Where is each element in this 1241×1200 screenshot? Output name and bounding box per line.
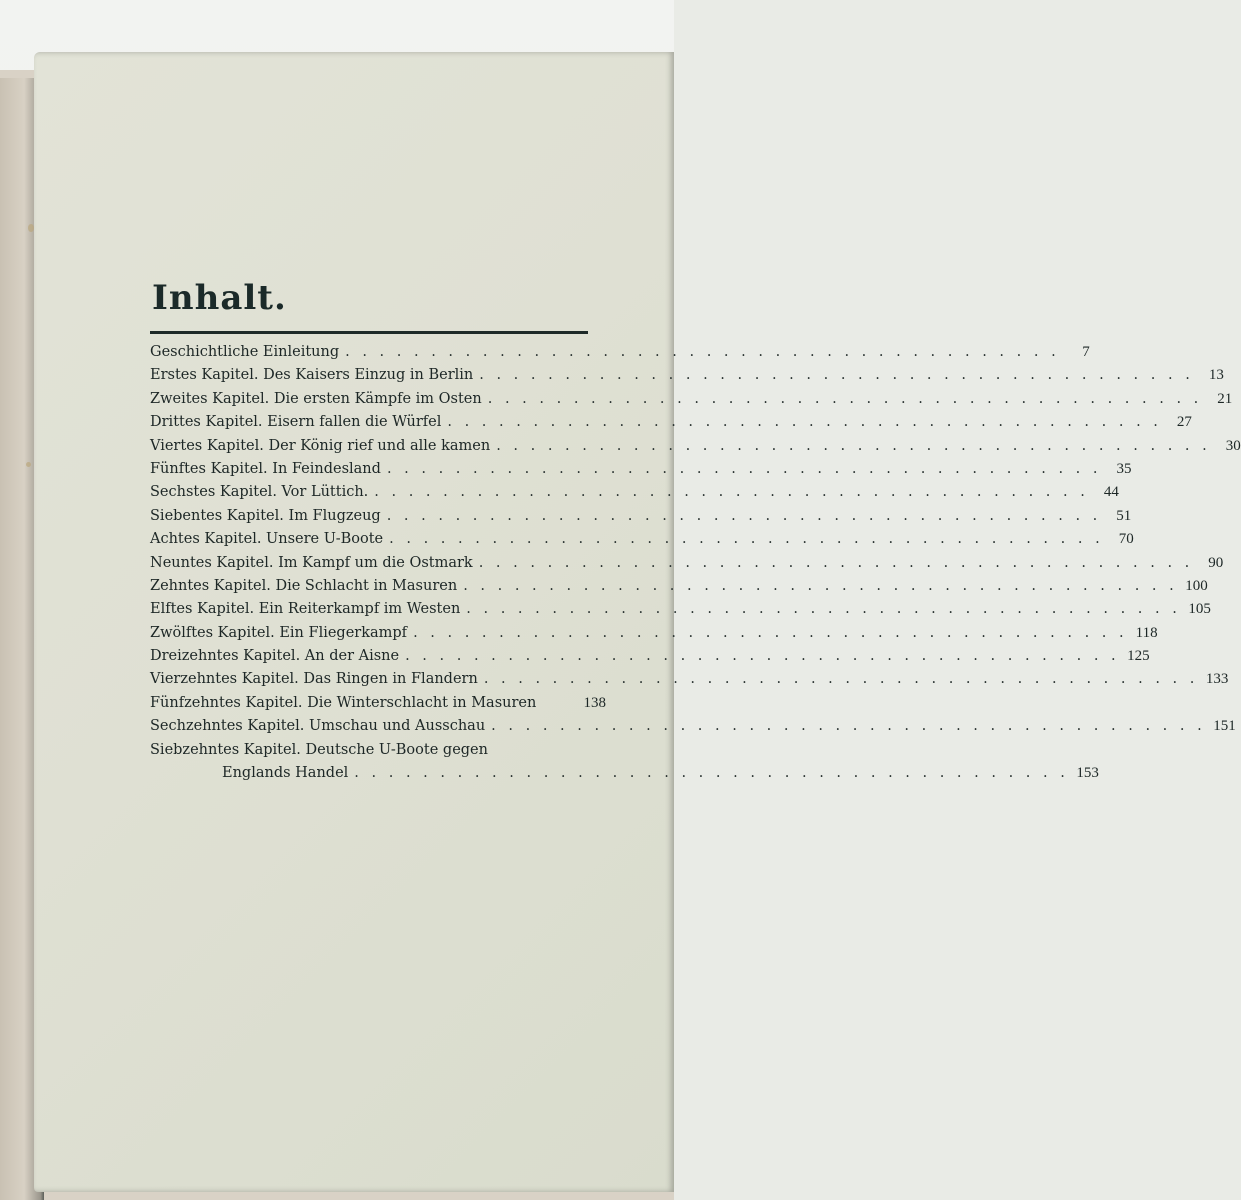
entry-title: Sechzehntes Kapitel. Umschau und Ausschau [150,718,486,735]
entry-title: Zwölftes Kapitel. Ein Fliegerkampf [150,624,408,641]
entry-page-number: 90 [1208,554,1224,571]
toc-entry [150,554,1224,578]
entry-page-number: 51 [1116,507,1132,524]
entry-page-number: 70 [1118,531,1134,548]
dot-leader [473,555,1194,571]
title-rule [150,331,588,334]
dot-leader [381,461,1102,477]
entry-title: Zehntes Kapitel. Die Schlacht in Masuren [150,577,458,594]
dot-leader [399,648,1120,664]
entry-title: Siebentes Kapitel. Im Flugzeug [150,507,381,524]
dot-leader [368,484,1089,500]
entry-page-number: 138 [583,694,606,711]
entry-page-number: 105 [1188,601,1211,618]
entry-title: Fünfzehntes Kapitel. Die Winterschlacht in Masuren [150,694,537,711]
entry-title: Elftes Kapitel. Ein Reiterkampf im Westen [150,601,461,618]
entry-title: Dreizehntes Kapitel. An der Aisne [150,648,400,665]
toc-entry [150,695,606,718]
table-of-contents [150,344,1241,788]
dot-leader [478,671,1199,687]
toc-entry [150,624,1158,648]
stain-mark [26,462,31,467]
toc-entry [150,531,1134,554]
entry-page-number: 7 [1082,344,1090,360]
dot-leader [348,765,1069,781]
entry-page-number: 118 [1135,624,1158,641]
entry-page-number: 30 [1225,437,1241,454]
entry-title: Neuntes Kapitel. Im Kampf um die Ostmark [150,554,473,571]
toc-entry [150,671,1229,694]
entry-title: Zweites Kapitel. Die ersten Kämpfe im Osten [150,390,482,407]
dot-leader [339,344,1060,360]
entry-title: Erstes Kapitel. Des Kaisers Einzug in Berlin [150,367,474,384]
entry-page-number: 21 [1217,390,1233,407]
toc-entry [150,742,606,765]
dot-leader [473,367,1194,383]
entry-page-number: 125 [1127,648,1150,665]
dot-leader [383,531,1104,547]
entry-title: Achtes Kapitel. Unsere U-Boote [150,531,384,548]
entry-title: Viertes Kapitel. Der König rief und alle kamen [150,437,491,454]
entry-page-number: 44 [1103,484,1119,501]
page-title: Inhalt. [152,278,287,318]
toc-entry [150,390,1233,414]
toc-entry [150,484,1119,507]
toc-entry [150,577,1208,601]
entry-title: Englands Handel [222,765,349,782]
toc-entry [150,367,1224,390]
entry-page-number: 153 [1076,765,1099,782]
dot-leader [485,718,1206,734]
entry-page-number: 133 [1205,671,1229,688]
entry-page-number: 27 [1176,414,1192,431]
entry-page-number: 151 [1213,718,1236,735]
toc-entry [150,344,1090,367]
entry-title: Fünftes Kapitel. In Feindesland [150,460,381,477]
entry-title: Siebzehntes Kapitel. Deutsche U-Boote gegen [150,741,488,758]
entry-title: Geschichtliche Einleitung [150,344,340,360]
entry-title: Sechstes Kapitel. Vor Lüttich. [150,484,369,501]
toc-entry [150,648,1150,671]
toc-entry [150,507,1132,531]
toc-entry [150,601,1211,624]
dot-leader [457,578,1178,594]
dot-leader [482,391,1203,407]
entry-page-number: 100 [1185,577,1208,594]
dot-leader [460,601,1181,617]
toc-entry [150,765,1099,788]
entry-page-number: 13 [1208,367,1224,384]
stain-mark [28,224,34,232]
entry-title: Vierzehntes Kapitel. Das Ringen in Flandern [150,671,478,688]
entry-page-number: 35 [1116,460,1132,477]
toc-entry [150,718,1236,741]
dot-leader [407,625,1128,641]
entry-title: Drittes Kapitel. Eisern fallen die Würfel [150,414,442,431]
dot-leader [490,438,1211,454]
dot-leader [441,414,1162,430]
dot-leader [381,508,1102,524]
toc-entry [150,460,1132,484]
toc-entry [150,414,1192,437]
toc-entry [150,437,1241,461]
